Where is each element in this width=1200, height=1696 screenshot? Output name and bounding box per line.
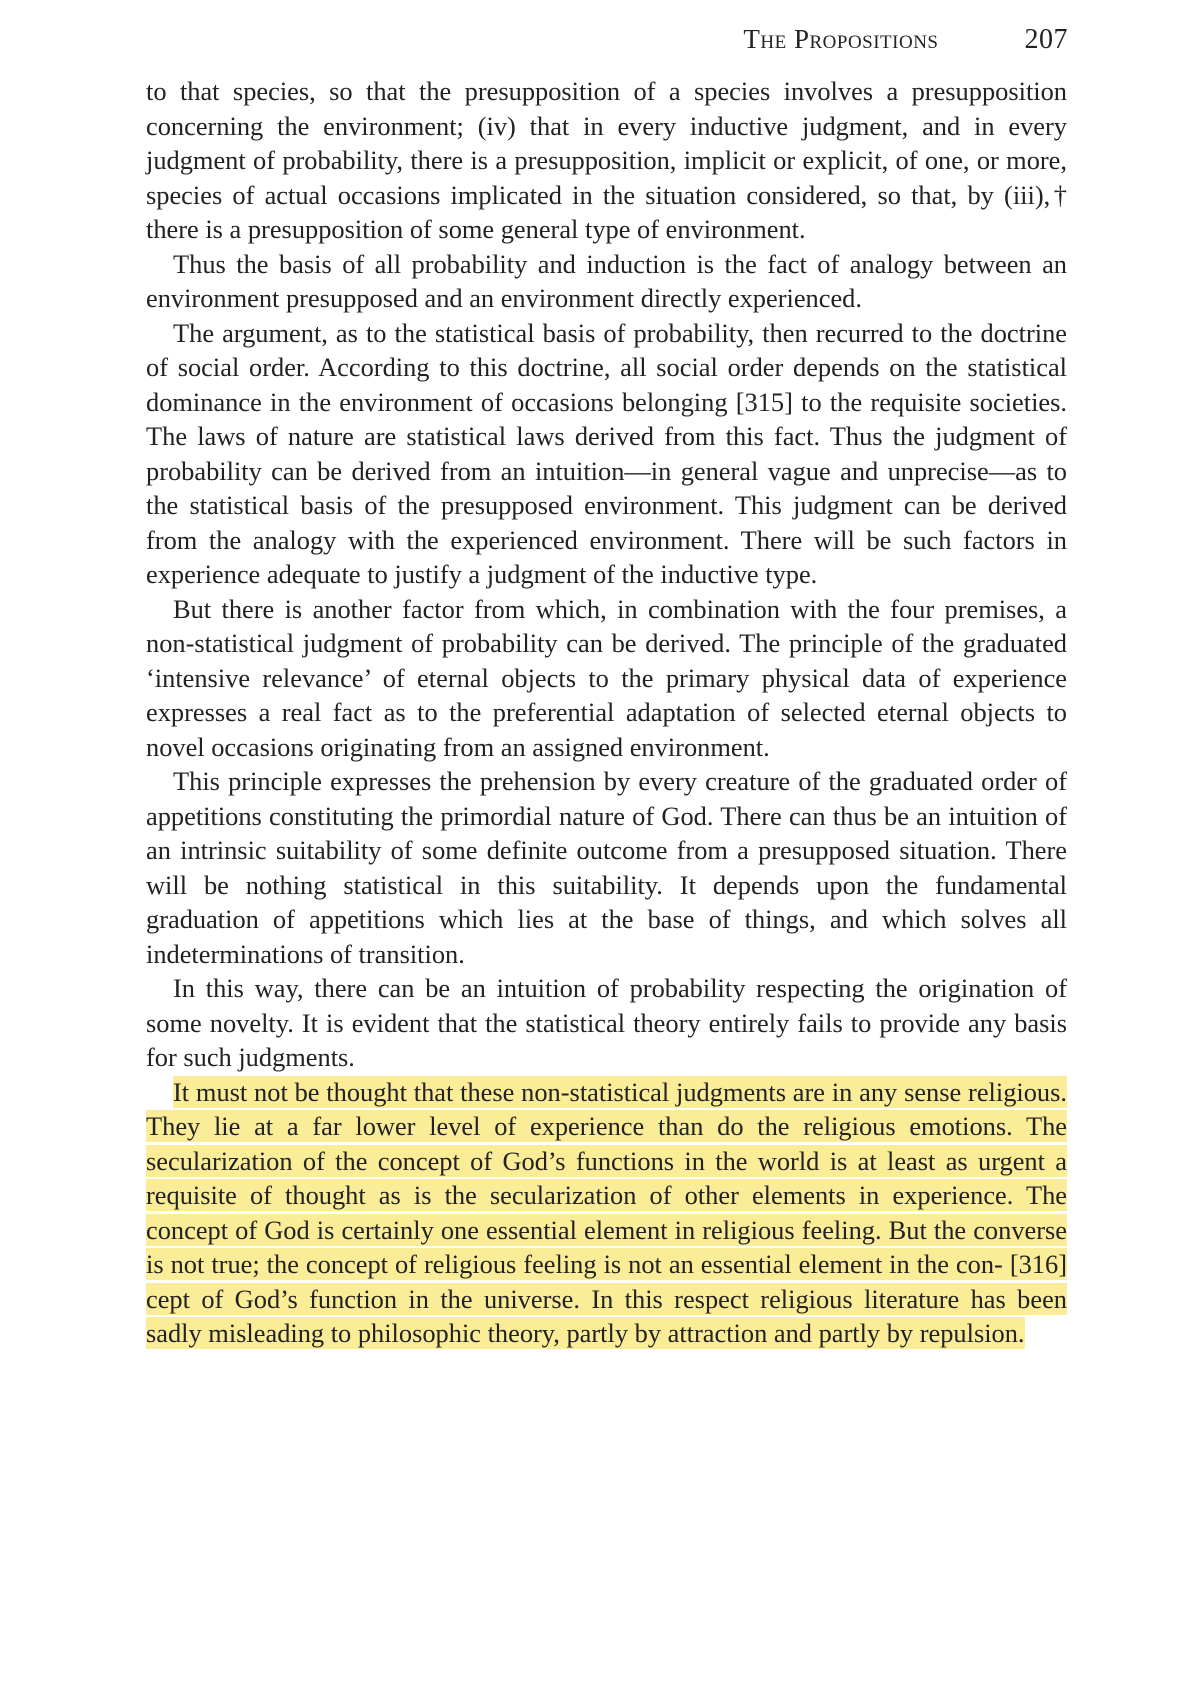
paragraph-continued [146,74,1067,247]
paragraph-text: This principle expresses the prehension by every creature of the graduated order of appetitions constituting the primordial nature of God. There can thus be an intuition of an intrinsic suitability of some definite outcome from a presupposed situation. There will be nothing statistical in this suitability. It depends upon the fundamental graduation of appetitions which lies at the base of things, and which solves all indeterminations of transition. [146,766,1067,969]
text-highlight[interactable]: It must not be thought that these non-statistical judgments are in any sense religious. They lie at a far lower level of experience than do the religious emotions. The secularization of the concept of God’s functions in the world is at least as urgent a requisite of thought as is the secularization of other elements in experience. The concept of God is certainly one essential element in religious feeling. But the converse is not true; the concept of religious feeling is not an essential element in the con- [316] cept of God’s function in the universe. In this respect religious literature has been sadly misleading to philosophic theory, partly by attraction and partly by repulsion. [146,1076,1067,1348]
page-number: 207 [1024,24,1068,55]
paragraph [146,592,1067,765]
paragraph-text: to that species, so that the presupposition of a species involves a presupposition concerning the environment; (iv) that in every inductive judgment, and in every judgment of probability, there is a presupposition, implicit or explicit, of one, or more, species of actual occasions implicated in the situation considered, so that, by (iii),† there is a presupposition of some general type of environment. [146,76,1067,244]
paragraph-text: But there is another factor from which, in combination with the four premises, a non-statistical judgment of probability can be derived. The principle of the graduated ‘intensive relevance’ of eternal objects to the primary physical data of experience expresses a real fact as to the preferential adaptation of selected eternal objects to novel occasions originating from an assigned environment. [146,593,1067,762]
paragraph-text: Thus the basis of all probability and induction is the fact of analogy between an environment presupposed and an environment directly experienced. [146,248,1067,313]
paragraph-text: The argument, as to the statistical basis of probability, then recurred to the doctrine of social order. According to this doctrine, all social order depends on the statistical dominance in the environment of occasions belonging [315] to the requisite societies. The laws of nature are statistical laws derived from this fact. Thus the judgment of probability can be derived from an intuition—in general vague and unprecise—as to the statistical basis of the presupposed environment. This judgment can be derived from the analogy with the experienced environment. There will be such factors in experience adequate to justify a judgment of the inductive type. [146,317,1067,589]
highlighted-paragraph[interactable] [146,1075,1067,1351]
body-text [146,74,1067,1351]
paragraph [146,247,1067,316]
running-head [743,24,1068,64]
paragraph [146,316,1067,592]
paragraph-text: In this way, there can be an intuition of probability respecting the origination of some novelty. It is evident that the statistical theory entirely fails to provide any basis for such judgments. [146,973,1067,1072]
paragraph [146,971,1067,1075]
running-title: The Propositions [743,24,939,54]
paragraph [146,764,1067,971]
